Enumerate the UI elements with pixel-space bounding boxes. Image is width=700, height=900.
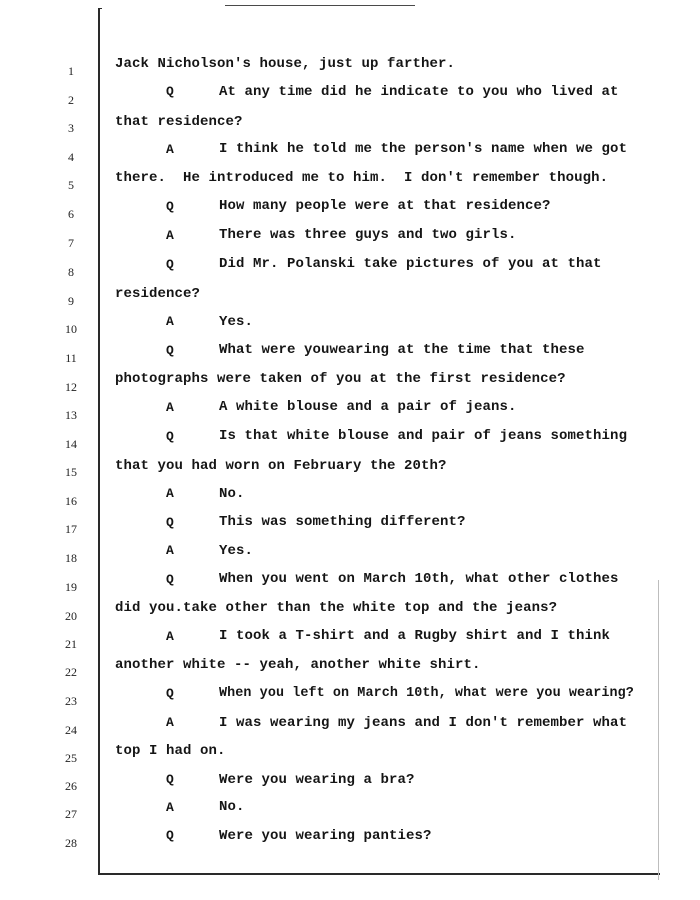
answer-marker: A — [166, 715, 174, 730]
line-number: 7 — [68, 236, 74, 250]
answer-marker: A — [166, 228, 174, 243]
line-number: 16 — [65, 494, 77, 508]
transcript-line-text: that residence? — [115, 114, 243, 130]
line-number: 15 — [65, 465, 77, 479]
answer-marker: A — [166, 800, 174, 815]
line-number: 21 — [65, 637, 77, 651]
transcript-line-text: I took a T-shirt and a Rugby shirt and I think — [219, 628, 611, 644]
transcript-line-text: There was three guys and two girls. — [219, 227, 517, 243]
line-number: 20 — [65, 609, 77, 623]
transcript-line-text: I think he told me the person's name when we got — [219, 141, 628, 157]
question-marker: Q — [166, 199, 174, 214]
transcript-line-text: A white blouse and a pair of jeans. — [219, 399, 517, 415]
transcript-line-text: Jack Nicholson's house, just up farther. — [115, 56, 456, 72]
line-number: 8 — [68, 265, 74, 279]
line-number: 6 — [68, 207, 74, 221]
line-number: 11 — [65, 351, 77, 365]
question-marker: Q — [166, 686, 174, 701]
question-marker: Q — [166, 828, 174, 843]
line-number: 18 — [65, 551, 77, 565]
left-margin-rule-cap — [98, 8, 102, 9]
transcript-line-text: photographs were taken of you at the first residence? — [115, 371, 566, 387]
line-number: 25 — [65, 751, 77, 765]
line-number: 13 — [65, 408, 77, 422]
transcript-line-text: another white -- yeah, another white shirt. — [115, 657, 481, 673]
line-number: 9 — [68, 294, 74, 308]
bottom-rule — [98, 873, 660, 875]
answer-marker: A — [166, 314, 174, 329]
line-number: 28 — [65, 836, 77, 850]
transcript-line-text: When you went on March 10th, what other clothes — [219, 571, 619, 587]
transcript-line-text: When you left on March 10th, what were you wearing? — [219, 686, 634, 701]
question-marker: Q — [166, 257, 174, 272]
question-marker: Q — [166, 84, 174, 99]
line-number: 5 — [68, 178, 74, 192]
right-edge-shadow — [658, 580, 659, 880]
transcript-line-text: I was wearing my jeans and I don't remember what — [219, 715, 628, 731]
line-number: 22 — [65, 665, 77, 679]
line-number: 2 — [68, 93, 74, 107]
line-number: 24 — [65, 723, 77, 737]
transcript-line-text: Were you wearing panties? — [219, 828, 432, 844]
transcript-line-text: Yes. — [219, 314, 254, 330]
transcript-line-text: Is that white blouse and pair of jeans something — [219, 428, 628, 444]
transcript-line-text: did you.take other than the white top and the jeans? — [115, 600, 558, 616]
question-marker: Q — [166, 515, 174, 530]
answer-marker: A — [166, 486, 174, 501]
transcript-line-text: there. He introduced me to him. I don't remember though. — [115, 170, 609, 186]
transcript-line-text: No. — [219, 486, 245, 502]
line-number: 12 — [65, 380, 77, 394]
line-number: 27 — [65, 807, 77, 821]
answer-marker: A — [166, 543, 174, 558]
line-number: 19 — [65, 580, 77, 594]
line-number: 4 — [68, 150, 74, 164]
transcript-line-text: At any time did he indicate to you who lived at — [219, 84, 619, 100]
transcript-line-text: No. — [219, 799, 245, 815]
question-marker: Q — [166, 429, 174, 444]
line-number: 14 — [65, 437, 77, 451]
transcript-line-text: Yes. — [219, 543, 254, 559]
transcript-line-text: This was something different? — [219, 514, 466, 530]
transcript-line-text: top I had on. — [115, 743, 226, 759]
question-marker: Q — [166, 572, 174, 587]
question-marker: Q — [166, 343, 174, 358]
line-number: 1 — [68, 64, 74, 78]
answer-marker: A — [166, 629, 174, 644]
left-margin-rule — [98, 8, 100, 874]
line-number: 26 — [65, 779, 77, 793]
transcript-line-text: How many people were at that residence? — [219, 198, 551, 214]
line-number: 10 — [65, 322, 77, 336]
transcript-line-text: residence? — [115, 286, 201, 302]
transcript-line-text: Were you wearing a bra? — [219, 772, 415, 788]
line-number: 17 — [65, 522, 77, 536]
transcript-line-text: What were youwearing at the time that these — [219, 342, 585, 358]
line-number: 3 — [68, 121, 74, 135]
answer-marker: A — [166, 400, 174, 415]
question-marker: Q — [166, 772, 174, 787]
transcript-line-text: Did Mr. Polanski take pictures of you at that — [219, 256, 602, 272]
top-rule — [225, 5, 415, 6]
answer-marker: A — [166, 142, 174, 157]
transcript-line-text: that you had worn on February the 20th? — [115, 458, 447, 474]
line-number: 23 — [65, 694, 77, 708]
